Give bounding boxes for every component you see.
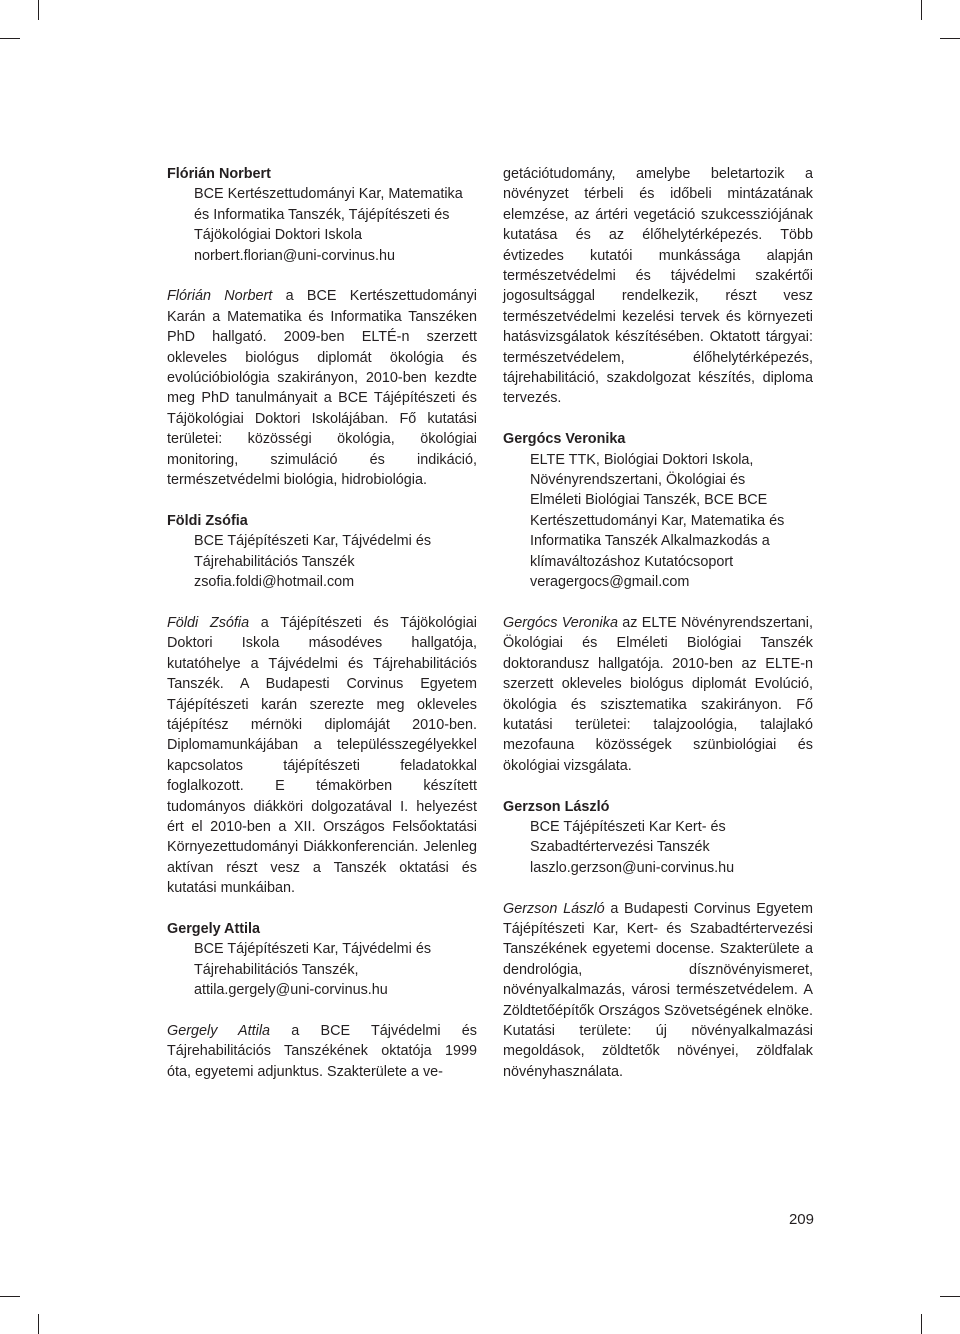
author-bio: [503, 899, 813, 1083]
author-email: zsofia.foldi@hotmail.com: [194, 574, 355, 591]
affiliation-line: Kertészettudományi Kar, Matematika és: [530, 512, 785, 529]
author-bio: [503, 613, 813, 776]
affiliation-line: BCE Tájépítészeti Kar, Tájvédelmi és: [194, 941, 432, 958]
affiliation-line: BCE Tájépítészeti Kar, Tájvédelmi és: [194, 533, 432, 550]
author-name: Flórián Norbert: [167, 166, 271, 182]
crop-mark: [921, 0, 922, 20]
crop-mark: [0, 1296, 20, 1297]
crop-mark: [940, 38, 960, 39]
bio-name: Gergely Attila: [167, 1022, 271, 1039]
author-affiliation: [194, 531, 477, 592]
affiliation-line: Tájrehabilitációs Tanszék: [194, 553, 355, 570]
bio-text: a BCE Tájvédelmi és Tájrehabilitációs Tanszékének oktatója 1999 óta, egyetemi adjunktus. Szakterülete a ve-: [167, 1022, 477, 1080]
author-email: veragergocs@gmail.com: [530, 574, 690, 591]
author-name: Gergely Attila: [167, 920, 261, 937]
bio-continuation: getációtudomány, amelybe beletartozik a növényzet térbeli és időbeli mintázatának elemzése, az ártéri vegetáció szukcessziójának kutatása és az élőhelytérképezés. Több évtizedes kutatói munkássága alapján természetvédelmi és tájvédelmi szakértői jogosultsággal rendelkezik, részt vesz természetvédelmi kezelési tervek és környezeti hatásvizsgálatok készítésében. Oktatott tárgyai: természetvédelem, élőhelytérképezés, tájrehabilitáció, szakdolgozat készítés, diploma tervezés.: [503, 166, 813, 407]
affiliation-line: Tájökológiai Doktori Iskola: [194, 227, 362, 244]
affiliation-line: ELTE TTK, Biológiai Doktori Iskola,: [530, 451, 754, 468]
author-email: attila.gergely@uni-corvinus.hu: [194, 982, 388, 999]
author-entry: [167, 919, 477, 1082]
author-email: norbert.florian@uni-corvinus.hu: [194, 247, 395, 264]
affiliation-line: Tájrehabilitációs Tanszék,: [194, 961, 359, 978]
author-name: Gerzson László: [503, 798, 610, 815]
crop-mark: [38, 1314, 39, 1334]
bio-name: Gerzson László: [503, 900, 605, 917]
bio-name: Földi Zsófia: [167, 614, 250, 631]
author-affiliation: [530, 450, 813, 593]
author-entry: [503, 797, 813, 1083]
affiliation-line: Elméleti Biológiai Tanszék, BCE BCE: [530, 492, 768, 509]
author-affiliation: [530, 817, 813, 878]
author-email: laszlo.gerzson@uni-corvinus.hu: [530, 859, 735, 876]
author-affiliation: [194, 184, 477, 266]
affiliation-line: Növényrendszertani, Ökológiai és: [530, 472, 746, 489]
affiliation-line: és Informatika Tanszék, Tájépítészeti és: [194, 206, 450, 223]
crop-mark: [940, 1296, 960, 1297]
bio-name: Flórián Norbert: [167, 288, 273, 305]
bio-text: a Tájépítészeti és Tájökológiai Doktori Iskola másodéves hallgatója, kutatóhelye a Tájvédelmi és Tájrehabilitációs Tanszék. A Budapesti Corvinus Egyetem Tájépítészeti karán szerezte meg okleveles tájépítész mérnöki diplomáját 2010-ben. Diplomamunkájában a településszegélyekkel kapcsolatos tájépítészeti feladatokkal foglalkozott. E témakörben készített tudományos diákköri dolgozatával I. helyezést ért el 2010-ben a XII. Országos Felsőoktatási Környezettudományi Diákkonferencián. Jelenleg aktívan részt vesz a Tanszék oktatási és kutatási munkáiban.: [167, 614, 477, 897]
crop-mark: [921, 1314, 922, 1334]
affiliation-line: klímaváltozáshoz Kutatócsoport: [530, 553, 734, 570]
page-number: 209: [788, 1211, 814, 1228]
crop-mark: [38, 0, 39, 20]
author-name: Gergócs Veronika: [503, 431, 626, 448]
author-entry: [503, 429, 813, 776]
author-bio: [167, 613, 477, 899]
author-entry: [167, 511, 477, 899]
crop-mark: [0, 38, 20, 39]
author-name: Földi Zsófia: [167, 512, 248, 529]
bio-text: a Budapesti Corvinus Egyetem Tájépítészeti Kar, Kert- és Szabadtértervezési Tanszékének egyetemi docense. Szakterülete a dendrológia, dísznövényismeret, növényalkalmazás, városi természetvédelem. A Zöldtetőépítők Országos Szövetségének elnöke. Kutatási területe: új növényalkalmazási megoldások, zöldtetők növényei, zöldfalak növényhasználata.: [503, 900, 813, 1080]
affiliation-line: Szabadtértervezési Tanszék: [530, 839, 710, 856]
affiliation-line: BCE Tájépítészeti Kar Kert- és: [530, 818, 726, 835]
bio-name: Gergócs Veronika: [503, 614, 618, 631]
affiliation-line: BCE Kertészettudományi Kar, Matematika: [194, 186, 463, 203]
author-bio: [167, 1021, 477, 1082]
affiliation-line: Informatika Tanszék Alkalmazkodás a: [530, 533, 770, 550]
bio-text: a BCE Kertészettudományi Karán a Matematika és Informatika Tanszéken PhD hallgató. 2009-ben ELTÉ-n szerzett okleveles biológus diplomát ökológia és evolúcióbiológia szakirányon, 2010-ben kezdte meg PhD tanulmányait a BCE Tájépítészeti és Tájökológiai Doktori Iskolájában. Fő kutatási területei: közösségi ökológia, ökológiai monitoring, szimuláció és indikáció, természetvédelmi biológia, hidrobiológia.: [167, 288, 477, 489]
author-bio: [167, 286, 477, 490]
author-affiliation: [194, 939, 477, 1000]
right-column: [503, 164, 813, 1103]
author-entry: [167, 164, 477, 490]
bio-text: az ELTE Növényrendszertani, Ökológiai és Elméleti Biológiai Tanszék doktorandusz hallgatója. 2010-ben az ELTE-n szerzett okleveles biológus diplomát Evolúció, ökológia és szisztematika szakirányon. Fő kutatási területei: talajzoológia, talajlakó mezofauna közösségek szünbiológiai és ökológiai vizsgálata.: [503, 614, 813, 774]
left-column: [167, 164, 477, 1103]
